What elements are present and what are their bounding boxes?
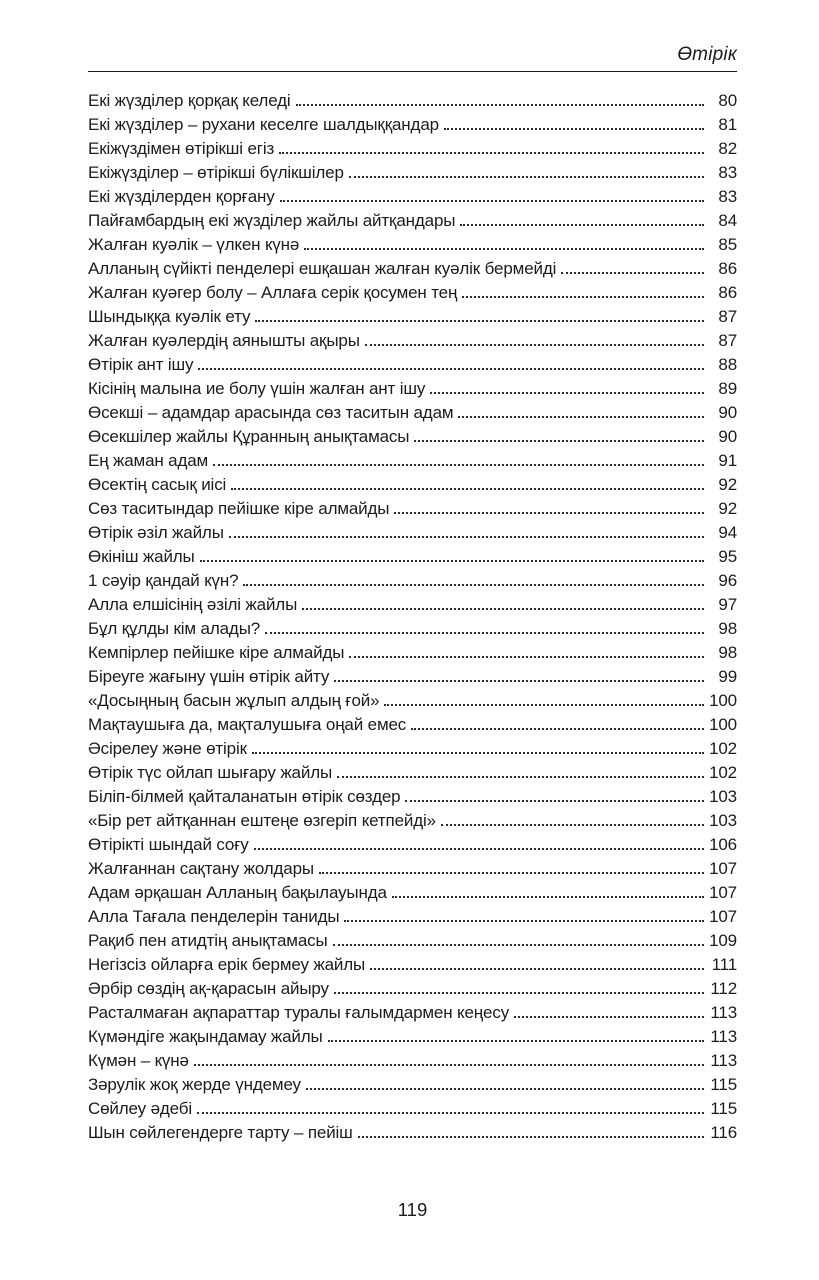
toc-entry-page: 94	[718, 523, 737, 542]
toc-entry-page: 87	[718, 331, 737, 350]
toc-leader-dots	[358, 1135, 704, 1138]
toc-entry	[88, 785, 737, 809]
toc-leader-dots	[306, 1087, 704, 1090]
toc-entry	[88, 1073, 737, 1097]
toc-entry-page: 107	[709, 907, 737, 926]
toc-leader-dots	[255, 319, 704, 322]
toc-entry	[88, 449, 737, 473]
toc-entry-page: 85	[718, 235, 737, 254]
toc-entry	[88, 953, 737, 977]
toc-entry-page: 107	[709, 859, 737, 878]
toc-entry-title: Негізсіз ойларға ерік бермеу жайлы	[88, 955, 366, 974]
toc-entry-title: Жалғаннан сақтану жолдары	[88, 859, 314, 878]
toc-leader-dots	[405, 799, 704, 802]
toc-entry-title: Өсекші – адамдар арасында сөз таситын адам	[88, 403, 454, 422]
toc-entry-title: Расталмаған ақпараттар туралы ғалымдармен кеңесу	[88, 1003, 510, 1022]
toc-entry-page: 116	[710, 1123, 737, 1142]
toc-entry-page: 103	[709, 811, 737, 830]
toc-entry-page: 96	[718, 571, 737, 590]
toc-entry-title: Өтірік түс ойлап шығару жайлы	[88, 763, 333, 782]
toc-leader-dots	[334, 679, 704, 682]
toc-entry-page: 98	[718, 643, 737, 662]
toc-entry-page: 97	[718, 595, 737, 614]
toc-leader-dots	[349, 175, 704, 178]
toc-entry	[88, 641, 737, 665]
toc-entry	[88, 689, 737, 713]
toc-leader-dots	[231, 487, 704, 490]
toc-leader-dots	[414, 439, 704, 442]
toc-entry-title: Өтірікті шындай соғу	[88, 835, 249, 854]
toc-entry-title: Сөйлеу әдебі	[88, 1099, 192, 1118]
toc-leader-dots	[243, 583, 704, 586]
toc-entry	[88, 737, 737, 761]
toc-entry	[88, 1001, 737, 1025]
toc-entry-page: 95	[718, 547, 737, 566]
toc-leader-dots	[514, 1015, 704, 1018]
toc-entry	[88, 185, 737, 209]
toc-entry-page: 91	[718, 451, 737, 470]
toc-entry	[88, 113, 737, 137]
toc-entry	[88, 593, 737, 617]
toc-entry-title: Кемпірлер пейішке кіре алмайды	[88, 643, 345, 662]
page-footer	[88, 1199, 737, 1221]
toc-leader-dots	[302, 607, 704, 610]
toc-entry-title: Шындыққа куәлік ету	[88, 307, 251, 326]
toc-entry-page: 100	[709, 691, 737, 710]
toc-entry-title: Өкініш жайлы	[88, 547, 195, 566]
toc-entry-page: 90	[718, 427, 737, 446]
toc-entry	[88, 377, 737, 401]
toc-entry-page: 111	[711, 955, 737, 974]
toc-entry-page: 106	[709, 835, 737, 854]
toc-leader-dots	[304, 247, 704, 250]
toc-entry-title: «Бір рет айтқаннан ештеңе өзгеріп кетпейді»	[88, 811, 436, 830]
toc-leader-dots	[198, 367, 704, 370]
toc-entry-title: Әсірелеу және өтірік	[88, 739, 247, 758]
toc-entry	[88, 497, 737, 521]
toc-entry-title: Жалған куәгер болу – Аллаға серік қосумен тең	[88, 283, 458, 302]
toc-entry	[88, 833, 737, 857]
toc-entry-title: Шын сөйлегендерге тарту – пейіш	[88, 1123, 353, 1142]
toc-entry	[88, 209, 737, 233]
header-rule	[88, 71, 737, 72]
toc-leader-dots	[197, 1111, 704, 1114]
toc-entry	[88, 305, 737, 329]
toc-entry-title: Екі жүзділерден қорғану	[88, 187, 275, 206]
toc-leader-dots	[337, 775, 704, 778]
toc-list	[88, 89, 737, 1145]
toc-entry-page: 81	[718, 115, 737, 134]
toc-entry-page: 100	[709, 715, 737, 734]
toc-leader-dots	[200, 559, 704, 562]
toc-entry-page: 84	[718, 211, 737, 230]
toc-entry	[88, 281, 737, 305]
toc-entry-title: Күмәндіге жақындамау жайлы	[88, 1027, 323, 1046]
toc-entry	[88, 1121, 737, 1145]
toc-entry-title: Жалған куәлердің аянышты ақыры	[88, 331, 360, 350]
toc-entry	[88, 233, 737, 257]
toc-entry-title: Екі жүзділер қорқақ келеді	[88, 91, 291, 110]
toc-entry	[88, 89, 737, 113]
toc-leader-dots	[392, 895, 704, 898]
toc-entry-page: 102	[709, 739, 737, 758]
toc-entry-title: Ең жаман адам	[88, 451, 209, 470]
toc-entry-page: 107	[709, 883, 737, 902]
toc-entry	[88, 929, 737, 953]
toc-entry	[88, 521, 737, 545]
toc-entry-title: Жалған куәлік – үлкен күнә	[88, 235, 300, 254]
toc-entry	[88, 257, 737, 281]
toc-entry-title: Алла елшісінің әзілі жайлы	[88, 595, 298, 614]
toc-entry	[88, 809, 737, 833]
toc-entry-page: 92	[718, 475, 737, 494]
toc-leader-dots	[384, 703, 704, 706]
toc-leader-dots	[319, 871, 704, 874]
toc-entry-page: 115	[710, 1075, 737, 1094]
toc-leader-dots	[279, 151, 704, 154]
toc-entry-title: Сөз таситындар пейішке кіре алмайды	[88, 499, 390, 518]
toc-entry	[88, 977, 737, 1001]
toc-leader-dots	[444, 127, 704, 130]
toc-entry	[88, 353, 737, 377]
toc-leader-dots	[328, 1039, 704, 1042]
toc-entry	[88, 1049, 737, 1073]
toc-entry-page: 88	[718, 355, 737, 374]
toc-entry-title: Өсектің сасық иісі	[88, 475, 227, 494]
folio-page-number: 119	[397, 1199, 428, 1220]
toc-entry-title: 1 сәуір қандай күн?	[88, 571, 239, 590]
toc-leader-dots	[194, 1063, 704, 1066]
toc-leader-dots	[252, 751, 704, 754]
toc-entry	[88, 161, 737, 185]
toc-leader-dots	[365, 343, 704, 346]
page-header	[88, 44, 737, 66]
toc-leader-dots	[462, 295, 704, 298]
toc-entry-page: 109	[709, 931, 737, 950]
toc-entry-page: 113	[710, 1051, 737, 1070]
toc-leader-dots	[394, 511, 704, 514]
toc-entry	[88, 857, 737, 881]
toc-leader-dots	[280, 199, 704, 202]
toc-entry-title: Екіжүзділер – өтірікші бүлікшілер	[88, 163, 344, 182]
toc-entry-page: 83	[718, 187, 737, 206]
toc-entry-page: 92	[718, 499, 737, 518]
toc-entry-page: 112	[710, 979, 737, 998]
toc-entry-page: 102	[709, 763, 737, 782]
toc-entry	[88, 473, 737, 497]
toc-entry	[88, 905, 737, 929]
toc-leader-dots	[213, 463, 704, 466]
toc-leader-dots	[458, 415, 704, 418]
toc-entry-title: Екі жүзділер – рухани кеселге шалдыққандар	[88, 115, 439, 134]
toc-entry-page: 98	[718, 619, 737, 638]
toc-entry-title: Адам әрқашан Алланың бақылауында	[88, 883, 387, 902]
toc-entry-page: 86	[718, 283, 737, 302]
toc-entry-title: Рақиб пен атидтің анықтамасы	[88, 931, 328, 950]
toc-entry-page: 83	[718, 163, 737, 182]
toc-entry-title: Екіжүздімен өтірікші егіз	[88, 139, 275, 158]
toc-entry-title: Біліп-білмей қайталанатын өтірік сөздер	[88, 787, 401, 806]
toc-entry	[88, 761, 737, 785]
toc-leader-dots	[265, 631, 704, 634]
toc-entry-title: Мақтаушыға да, мақталушыға оңай емес	[88, 715, 407, 734]
toc-entry	[88, 617, 737, 641]
toc-entry-page: 80	[718, 91, 737, 110]
toc-entry-page: 90	[718, 403, 737, 422]
toc-entry	[88, 665, 737, 689]
toc-entry-title: Зәрулік жоқ жерде үндемеу	[88, 1075, 301, 1094]
toc-leader-dots	[411, 727, 704, 730]
toc-leader-dots	[349, 655, 704, 658]
toc-entry-title: Пайғамбардың екі жүзділер жайлы айтқандары	[88, 211, 456, 230]
toc-leader-dots	[296, 103, 704, 106]
toc-leader-dots	[334, 991, 704, 994]
running-title: Өтірік	[677, 44, 737, 65]
toc-entry-page: 87	[718, 307, 737, 326]
toc-entry	[88, 545, 737, 569]
toc-entry-page: 86	[718, 259, 737, 278]
toc-entry-title: Алла Тағала пенделерін таниды	[88, 907, 340, 926]
toc-entry-page: 89	[718, 379, 737, 398]
toc-entry-title: Әрбір сөздің ақ-қарасын айыру	[88, 979, 329, 998]
toc-entry	[88, 137, 737, 161]
toc-leader-dots	[441, 823, 704, 826]
toc-entry-title: Кісінің малына ие болу үшін жалған ант ішу	[88, 379, 426, 398]
toc-entry-title: Бұл құлды кім алады?	[88, 619, 261, 638]
toc-leader-dots	[344, 919, 704, 922]
toc-entry	[88, 401, 737, 425]
toc-leader-dots	[254, 847, 704, 850]
toc-entry	[88, 713, 737, 737]
toc-entry	[88, 425, 737, 449]
toc-entry	[88, 1025, 737, 1049]
toc-leader-dots	[229, 535, 704, 538]
toc-entry-title: Күмән – күнә	[88, 1051, 189, 1070]
toc-entry	[88, 1097, 737, 1121]
toc-entry-page: 113	[710, 1027, 737, 1046]
toc-entry-title: Біреуге жағыну үшін өтірік айту	[88, 667, 330, 686]
toc-entry-page: 103	[709, 787, 737, 806]
toc-entry-page: 113	[710, 1003, 737, 1022]
toc-entry-page: 82	[718, 139, 737, 158]
toc-leader-dots	[370, 967, 704, 970]
toc-entry-title: Өсекшілер жайлы Құранның анықтамасы	[88, 427, 410, 446]
toc-entry-title: Алланың сүйікті пенделері ешқашан жалған куәлік бермейді	[88, 259, 557, 278]
toc-entry-title: Өтірік әзіл жайлы	[88, 523, 224, 542]
toc-leader-dots	[430, 391, 704, 394]
toc-leader-dots	[561, 271, 704, 274]
toc-entry-page: 99	[718, 667, 737, 686]
toc-entry	[88, 569, 737, 593]
toc-leader-dots	[460, 223, 704, 226]
toc-entry	[88, 329, 737, 353]
toc-entry-title: «Досыңның басын жұлып алдың ғой»	[88, 691, 380, 710]
toc-leader-dots	[333, 943, 704, 946]
toc-entry	[88, 881, 737, 905]
toc-entry-page: 115	[710, 1099, 737, 1118]
toc-entry-title: Өтірік ант ішу	[88, 355, 194, 374]
